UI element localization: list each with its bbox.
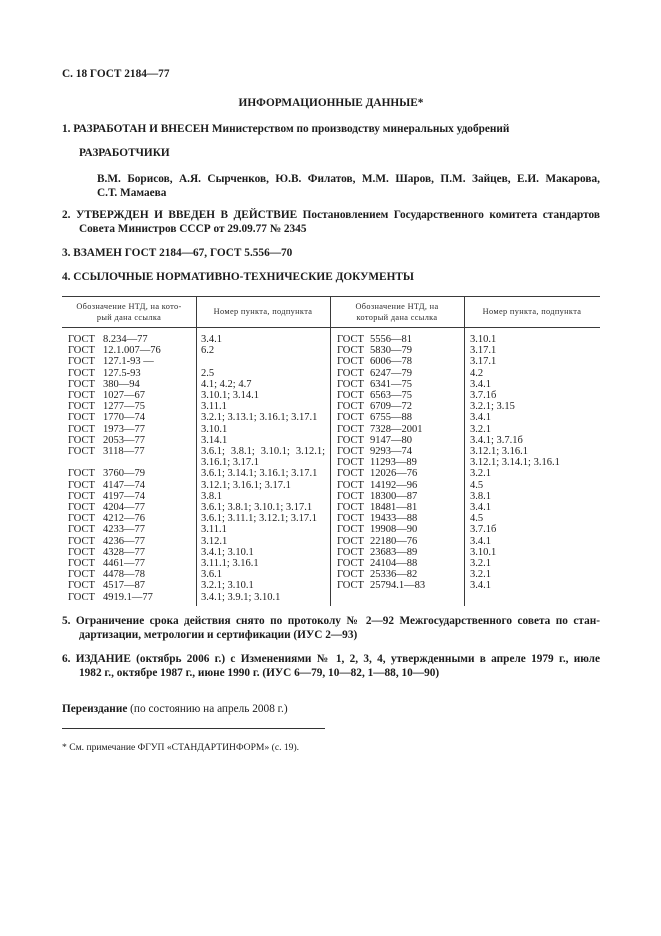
- designation-number: 6341—75: [370, 378, 412, 390]
- clause-cell: 3.4.1; 3.9.1; 3.10.1: [201, 591, 281, 603]
- clause-cell: 6.2: [201, 345, 215, 357]
- clause-cell: 3.4.1: [470, 502, 491, 514]
- designation-number: 5556—81: [370, 334, 412, 345]
- designation-number: 4197—74: [103, 490, 145, 502]
- designation-prefix: ГОСТ: [68, 412, 95, 424]
- item-line: 2. УТВЕРЖДЕН И ВВЕДЕН В ДЕЙСТВИЕ Постановлением Государственного комитета стандартов: [62, 209, 600, 221]
- table-row: [330, 446, 600, 457]
- table-row: [62, 491, 330, 502]
- designation-prefix: ГОСТ: [337, 524, 364, 536]
- designation-cell: [330, 424, 464, 435]
- designation-cell: [62, 547, 196, 558]
- designation-number: 5830—79: [370, 345, 412, 357]
- designation-prefix: ГОСТ: [337, 535, 364, 547]
- item-line: Совета Министров СССР от 29.09.77 № 2345: [79, 222, 307, 235]
- developer-names: [97, 173, 600, 200]
- designation-prefix: ГОСТ: [68, 513, 95, 525]
- designation-prefix: ГОСТ: [337, 479, 364, 491]
- designation-number: 4204—77: [103, 502, 145, 514]
- designation-number: 1027—67: [103, 390, 145, 402]
- table-row: [62, 480, 330, 491]
- designation-prefix: ГОСТ: [68, 334, 95, 345]
- designation-number: 1277—75: [103, 401, 145, 413]
- item-line: 6. ИЗДАНИЕ (октябрь 2006 г.) с Изменениями № 1, 2, 3, 4, утвержденными в апреле 1979 г., июле: [62, 653, 600, 665]
- table-row: [62, 424, 330, 435]
- table-row: [62, 334, 330, 345]
- designation-number: 4461—77: [103, 558, 145, 570]
- table-row: [330, 491, 600, 502]
- table-header: [62, 297, 600, 327]
- designation-number: 12.1.007—76: [103, 345, 161, 357]
- developer-names-line: С.Т. Мамаева: [97, 186, 167, 199]
- designation-cell: [62, 334, 196, 345]
- designation-number: 14192—96: [370, 479, 418, 491]
- clause-cell: 3.6.1: [201, 569, 222, 581]
- clause-cell: 3.2.1; 3.15: [470, 401, 515, 413]
- designation-prefix: ГОСТ: [68, 423, 95, 435]
- designation-prefix: ГОСТ: [337, 446, 364, 458]
- footnote: * См. примечание ФГУП «СТАНДАРТИНФОРМ» (с. 19).: [62, 742, 300, 753]
- designation-cell: [62, 390, 196, 401]
- clause-cell: 3.6.1; 3.11.1; 3.12.1; 3.17.1: [201, 513, 317, 525]
- table-right-half: [330, 334, 600, 592]
- clause-cell: 3.11.1; 3.16.1: [201, 558, 259, 570]
- designation-prefix: ГОСТ: [337, 434, 364, 446]
- designation-cell: [330, 468, 464, 479]
- designation-cell: [62, 379, 196, 390]
- table-row: [62, 368, 330, 379]
- designation-number: 6006—78: [370, 356, 412, 368]
- designation-prefix: ГОСТ: [337, 580, 364, 592]
- designation-number: 2053—77: [103, 434, 145, 446]
- designation-cell: [62, 368, 196, 379]
- designation-number: 25794.1—83: [370, 580, 426, 592]
- clause-cell: 4.1; 4.2; 4.7: [201, 378, 252, 390]
- designation-prefix: ГОСТ: [68, 446, 95, 458]
- designation-cell: [330, 569, 464, 580]
- designation-prefix: ГОСТ: [337, 546, 364, 558]
- designation-number: 12026—76: [370, 468, 418, 480]
- table-row: [330, 536, 600, 547]
- clause-cell: 3.4.1; 3.10.1: [201, 546, 254, 558]
- designation-cell: [330, 368, 464, 379]
- clause-cell: 3.4.1: [201, 334, 222, 345]
- designation-prefix: ГОСТ: [68, 558, 95, 570]
- table-row: [330, 480, 600, 491]
- designation-prefix: ГОСТ: [337, 412, 364, 424]
- table-row: [330, 502, 600, 513]
- header-left-designation: [62, 297, 196, 327]
- designation-cell: [62, 468, 196, 479]
- designation-number: 6709—72: [370, 401, 412, 413]
- table-row: [62, 401, 330, 412]
- designation-prefix: ГОСТ: [68, 580, 95, 592]
- clause-cell: 3.7.1б: [470, 524, 497, 536]
- clause-cell: 3.4.1: [470, 412, 491, 424]
- clause-cell: 3.10.1: [201, 423, 228, 435]
- clause-cell: 3.12.1; 3.14.1; 3.16.1: [470, 457, 560, 469]
- table-row: [330, 558, 600, 569]
- designation-number: 6563—75: [370, 390, 412, 402]
- designation-prefix: ГОСТ: [337, 513, 364, 525]
- designation-prefix: ГОСТ: [68, 569, 95, 581]
- table-row: [330, 435, 600, 446]
- designation-cell: [330, 536, 464, 547]
- designation-cell: [62, 569, 196, 580]
- designation-prefix: ГОСТ: [337, 490, 364, 502]
- item-developed: [62, 123, 600, 137]
- table-row: [330, 401, 600, 412]
- designation-number: 22180—76: [370, 535, 418, 547]
- designation-prefix: ГОСТ: [68, 390, 95, 402]
- header-line: Обозначение НТД, на: [355, 301, 439, 311]
- designation-cell: [330, 379, 464, 390]
- designation-prefix: ГОСТ: [68, 468, 95, 480]
- designation-number: 4478—78: [103, 569, 145, 581]
- designation-cell: [62, 435, 196, 446]
- table-header-rule: [62, 327, 600, 328]
- designation-cell: [330, 356, 464, 367]
- designation-prefix: ГОСТ: [68, 546, 95, 558]
- designation-cell: [330, 547, 464, 558]
- designation-cell: [62, 502, 196, 513]
- designation-cell: [62, 592, 196, 603]
- item-line: 1. РАЗРАБОТАН И ВНЕСЕН Министерством по производству минеральных удобрений: [62, 123, 510, 135]
- clause-cell: 4.5: [470, 479, 484, 491]
- designation-number: 3118—77: [103, 446, 145, 458]
- designation-number: 4919.1—77: [103, 591, 153, 603]
- header-line: Номер пункта, подпункта: [213, 307, 313, 317]
- table-row: [330, 524, 600, 535]
- designation-prefix: ГОСТ: [68, 479, 95, 491]
- table-row: [330, 547, 600, 558]
- item-line: 3. ВЗАМЕН ГОСТ 2184—67, ГОСТ 5.556—70: [62, 247, 293, 259]
- clause-cell: [196, 356, 330, 367]
- clause-cell: 3.2.1; 3.10.1: [201, 580, 254, 592]
- designation-cell: [62, 524, 196, 535]
- designation-cell: [62, 424, 196, 435]
- designation-number: 127.5-93: [103, 367, 141, 379]
- designation-prefix: ГОСТ: [68, 591, 95, 603]
- clause-cell: 3.8.1: [201, 490, 222, 502]
- clause-cell: 4.2: [470, 367, 484, 379]
- designation-prefix: ГОСТ: [337, 502, 364, 514]
- designation-prefix: ГОСТ: [68, 490, 95, 502]
- clause-cell: 3.12.1: [201, 535, 228, 547]
- item-approved: [62, 209, 600, 236]
- clause-cell: 3.11.1: [201, 524, 227, 536]
- designation-number: 380—94: [103, 378, 140, 390]
- designation-cell: [330, 480, 464, 491]
- developers-label: РАЗРАБОТЧИКИ: [79, 147, 170, 159]
- clause-cell: 3.11.1: [201, 401, 227, 413]
- item-term-limit: [62, 615, 600, 642]
- section-title: ИНФОРМАЦИОННЫЕ ДАННЫЕ*: [238, 97, 424, 109]
- designation-cell: [330, 491, 464, 502]
- table-row: [62, 502, 330, 513]
- item-line: 5. Ограничение срока действия снято по протоколу № 2—92 Межгосударственного совета по стан-: [62, 615, 600, 627]
- item-replaces: [62, 247, 600, 261]
- table-row: [330, 356, 600, 367]
- table-row: [330, 345, 600, 356]
- table-row: [330, 412, 600, 423]
- designation-prefix: ГОСТ: [337, 334, 364, 345]
- table-row: [62, 390, 330, 401]
- table-left-half: [62, 334, 330, 603]
- designation-cell: [62, 446, 196, 468]
- designation-cell: [330, 580, 464, 591]
- clause-cell: 3.7.1б: [470, 390, 497, 402]
- clause-cell: 3.6.1; 3.8.1; 3.10.1; 3.12.1; 3.16.1; 3.17.1: [201, 446, 325, 469]
- table-row: [330, 334, 600, 345]
- table-row: [330, 424, 600, 435]
- table-row: [62, 558, 330, 569]
- clause-cell: 3.2.1: [470, 468, 491, 480]
- designation-prefix: ГОСТ: [337, 457, 364, 469]
- designation-prefix: ГОСТ: [68, 434, 95, 446]
- designation-number: 23683—89: [370, 546, 418, 558]
- designation-number: 8.234—77: [103, 334, 148, 345]
- designation-prefix: ГОСТ: [337, 378, 364, 390]
- clause-cell: 3.2.1: [470, 558, 491, 570]
- table-row: [62, 446, 330, 468]
- designation-cell: [330, 446, 464, 457]
- designation-cell: [62, 513, 196, 524]
- clause-cell: 3.2.1: [470, 569, 491, 581]
- table-row: [330, 569, 600, 580]
- footnote-separator: [62, 728, 325, 729]
- designation-number: 9147—80: [370, 434, 412, 446]
- clause-cell: 3.6.1; 3.8.1; 3.10.1; 3.17.1: [201, 502, 313, 514]
- clause-cell: 3.4.1; 3.7.1б: [470, 434, 523, 446]
- designation-prefix: ГОСТ: [68, 378, 95, 390]
- clause-cell: 3.17.1: [470, 345, 497, 357]
- designation-cell: [62, 345, 196, 356]
- designation-prefix: ГОСТ: [68, 367, 95, 379]
- table-row: [330, 468, 600, 479]
- designation-prefix: ГОСТ: [337, 468, 364, 480]
- designation-number: 3760—79: [103, 468, 145, 480]
- designation-cell: [62, 558, 196, 569]
- designation-prefix: ГОСТ: [68, 356, 95, 368]
- designation-cell: [330, 502, 464, 513]
- clause-cell: 3.10.1; 3.14.1: [201, 390, 260, 402]
- designation-cell: [330, 345, 464, 356]
- clause-cell: 3.17.1: [470, 356, 497, 368]
- designation-number: 25336—82: [370, 569, 418, 581]
- designation-prefix: ГОСТ: [337, 423, 364, 435]
- running-head: С. 18 ГОСТ 2184—77: [62, 68, 170, 80]
- designation-cell: [330, 457, 464, 468]
- clause-cell: 3.2.1; 3.13.1; 3.16.1; 3.17.1: [201, 412, 318, 424]
- designation-prefix: ГОСТ: [337, 367, 364, 379]
- designation-number: 19433—88: [370, 513, 418, 525]
- designation-number: 1973—77: [103, 423, 145, 435]
- table-row: [62, 569, 330, 580]
- table-row: [62, 513, 330, 524]
- reprint-status: (по состоянию на апрель 2008 г.): [130, 703, 288, 715]
- designation-prefix: ГОСТ: [337, 345, 364, 357]
- table-row: [62, 580, 330, 591]
- table-row: [330, 368, 600, 379]
- clause-cell: 3.4.1: [470, 378, 491, 390]
- designation-number: 4212—76: [103, 513, 145, 525]
- table-row: [330, 390, 600, 401]
- header-line: Номер пункта, подпункта: [482, 307, 582, 317]
- designation-cell: [62, 580, 196, 591]
- developer-names-line: В.М. Борисов, А.Я. Сырченков, Ю.В. Филатов, М.М. Шаров, П.М. Зайцев, Е.И. Макарова,: [97, 173, 600, 185]
- designation-cell: [330, 513, 464, 524]
- designation-number: 19908—90: [370, 524, 418, 536]
- designation-cell: [330, 412, 464, 423]
- designation-number: 4236—77: [103, 535, 145, 547]
- item-line: 4. ССЫЛОЧНЫЕ НОРМАТИВНО-ТЕХНИЧЕСКИЕ ДОКУМЕНТЫ: [62, 271, 414, 283]
- clause-cell: 2.5: [201, 367, 215, 379]
- table-row: [62, 536, 330, 547]
- table-row: [62, 468, 330, 479]
- clause-cell: 3.12.1; 3.16.1: [470, 446, 529, 458]
- table-row: [62, 345, 330, 356]
- designation-prefix: ГОСТ: [68, 535, 95, 547]
- designation-prefix: ГОСТ: [337, 356, 364, 368]
- header-right-clause: [464, 297, 600, 327]
- designation-number: 1770—74: [103, 412, 145, 424]
- clause-cell: 4.5: [470, 513, 484, 525]
- designation-number: 9293—74: [370, 446, 412, 458]
- table-row: [62, 435, 330, 446]
- designation-cell: [62, 491, 196, 502]
- table-row: [62, 412, 330, 423]
- clause-cell: 3.8.1: [470, 490, 491, 502]
- header-right-designation: [330, 297, 464, 327]
- designation-prefix: ГОСТ: [68, 502, 95, 514]
- designation-cell: [330, 401, 464, 412]
- table-row: [330, 513, 600, 524]
- item-edition: [62, 653, 600, 680]
- table-row: [62, 356, 330, 367]
- designation-cell: [330, 390, 464, 401]
- designation-number: 127.1-93 —: [103, 356, 154, 368]
- clause-cell: 3.10.1: [470, 546, 497, 558]
- table-row: [62, 524, 330, 535]
- clause-cell: 3.6.1; 3.14.1; 3.16.1; 3.17.1: [201, 468, 318, 480]
- clause-cell: 3.12.1; 3.16.1; 3.17.1: [201, 479, 291, 491]
- designation-cell: [62, 401, 196, 412]
- designation-prefix: ГОСТ: [68, 345, 95, 357]
- reprint-note: [62, 703, 288, 717]
- designation-prefix: ГОСТ: [337, 390, 364, 402]
- designation-prefix: ГОСТ: [68, 401, 95, 413]
- designation-cell: [62, 536, 196, 547]
- designation-prefix: ГОСТ: [68, 524, 95, 536]
- header-line: который дана ссылка: [356, 313, 438, 322]
- designation-number: 4147—74: [103, 479, 145, 491]
- designation-cell: [330, 524, 464, 535]
- designation-cell: [330, 435, 464, 446]
- header-line: рый дана ссылка: [96, 313, 162, 322]
- table-row: [330, 580, 600, 591]
- clause-cell: 3.2.1: [470, 423, 491, 435]
- table-row: [62, 592, 330, 603]
- designation-number: 24104—88: [370, 558, 418, 570]
- item-line: дартизации, метрологии и сертификации (ИУС 2—93): [79, 628, 358, 641]
- designation-number: 4517—87: [103, 580, 145, 592]
- designation-number: 4328—77: [103, 546, 145, 558]
- table-row: [330, 457, 600, 468]
- reprint-label: Переиздание: [62, 703, 128, 715]
- designation-number: 7328—2001: [370, 423, 423, 435]
- designation-cell: [62, 480, 196, 491]
- designation-prefix: ГОСТ: [337, 569, 364, 581]
- designation-cell: [62, 412, 196, 423]
- header-line: Обозначение НТД, на кото-: [76, 301, 182, 311]
- clause-cell: 3.14.1: [201, 434, 228, 446]
- designation-number: 11293—89: [370, 457, 417, 469]
- table-row: [62, 379, 330, 390]
- clause-cell: 3.4.1: [470, 535, 491, 547]
- designation-prefix: ГОСТ: [337, 401, 364, 413]
- designation-number: 6755—88: [370, 412, 412, 424]
- header-left-clause: [196, 297, 330, 327]
- reference-table: [62, 296, 600, 606]
- item-references-heading: [62, 271, 600, 285]
- designation-prefix: ГОСТ: [337, 558, 364, 570]
- item-line: 1982 г., октябре 1987 г., июне 1990 г. (ИУС 6—79, 10—82, 1—88, 10—90): [79, 666, 440, 679]
- table-row: [62, 547, 330, 558]
- table-row: [330, 379, 600, 390]
- designation-cell: [62, 356, 196, 367]
- designation-cell: [330, 558, 464, 569]
- designation-number: 4233—77: [103, 524, 145, 536]
- clause-cell: 3.10.1: [470, 334, 497, 345]
- designation-cell: [330, 334, 464, 345]
- designation-number: 18481—81: [370, 502, 418, 514]
- designation-number: 6247—79: [370, 367, 412, 379]
- clause-cell: 3.4.1: [470, 580, 491, 592]
- designation-number: 18300—87: [370, 490, 418, 502]
